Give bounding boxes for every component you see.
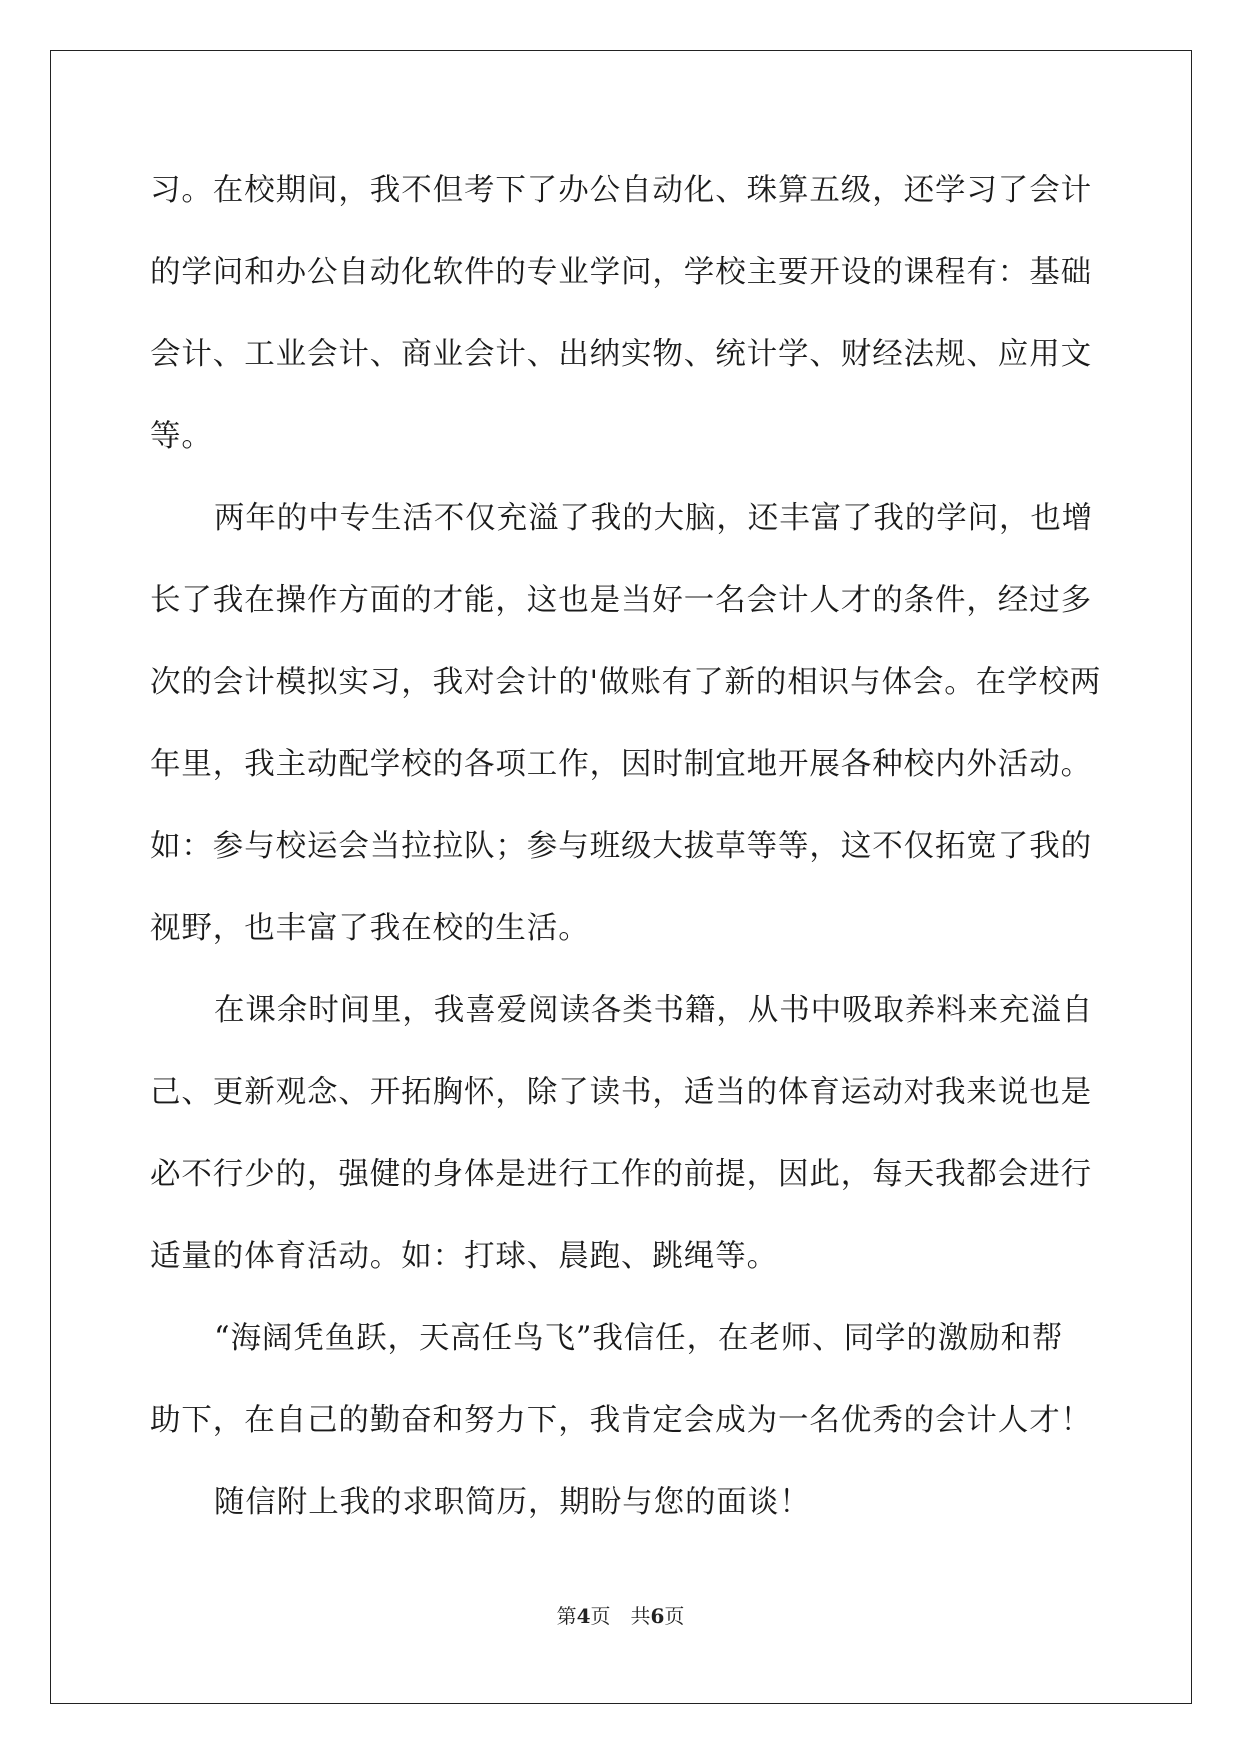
- text-line: 长了我在操作方面的才能，这也是当好一名会计人才的条件，经过多: [150, 583, 1092, 618]
- text-line: 次的会计模拟实习，我对会计的'做账有了新的相识与体会。在学校两: [150, 665, 1102, 700]
- text-line: 等。: [150, 419, 213, 454]
- paragraph-start-line: “海阔凭鱼跃，天高任鸟飞”我信任，在老师、同学的激励和帮: [214, 1321, 1064, 1356]
- text-line: 习。在校期间，我不但考下了办公自动化、珠算五级，还学习了会计: [150, 173, 1092, 208]
- text-line: 的学问和办公自动化软件的专业学问，学校主要开设的课程有：基础: [150, 255, 1092, 290]
- current-page-number: 4: [576, 1604, 591, 1628]
- paragraph-start-line: 在课余时间里，我喜爱阅读各类书籍，从书中吸取养料来充溢自: [214, 993, 1094, 1028]
- text-line: 助下，在自己的勤奋和努力下，我肯定会成为一名优秀的会计人才！: [150, 1403, 1092, 1438]
- page-footer: [0, 1600, 1241, 1629]
- text-line: 视野，也丰富了我在校的生活。: [150, 911, 590, 946]
- text-line: 必不行少的，强健的身体是进行工作的前提，因此，每天我都会进行: [150, 1157, 1092, 1192]
- footer-mid: 页 共: [590, 1604, 651, 1628]
- footer-prefix: 第: [556, 1604, 577, 1628]
- text-line: 年里，我主动配学校的各项工作，因时制宜地开展各种校内外活动。: [150, 747, 1092, 782]
- paragraph-start-line: 两年的中专生活不仅充溢了我的大脑，还丰富了我的学问，也增: [214, 501, 1094, 536]
- text-line: 适量的体育活动。如：打球、晨跑、跳绳等。: [150, 1239, 778, 1274]
- document-body: [150, 150, 1102, 1544]
- paragraph-start-line: 随信附上我的求职简历，期盼与您的面谈！: [214, 1485, 811, 1520]
- total-page-count: 6: [650, 1604, 665, 1628]
- text-line: 如：参与校运会当拉拉队；参与班级大拔草等等，这不仅拓宽了我的: [150, 829, 1092, 864]
- text-line: 己、更新观念、开拓胸怀，除了读书，适当的体育运动对我来说也是: [150, 1075, 1092, 1110]
- footer-suffix: 页: [664, 1604, 685, 1628]
- text-line: 会计、工业会计、商业会计、出纳实物、统计学、财经法规、应用文: [150, 337, 1092, 372]
